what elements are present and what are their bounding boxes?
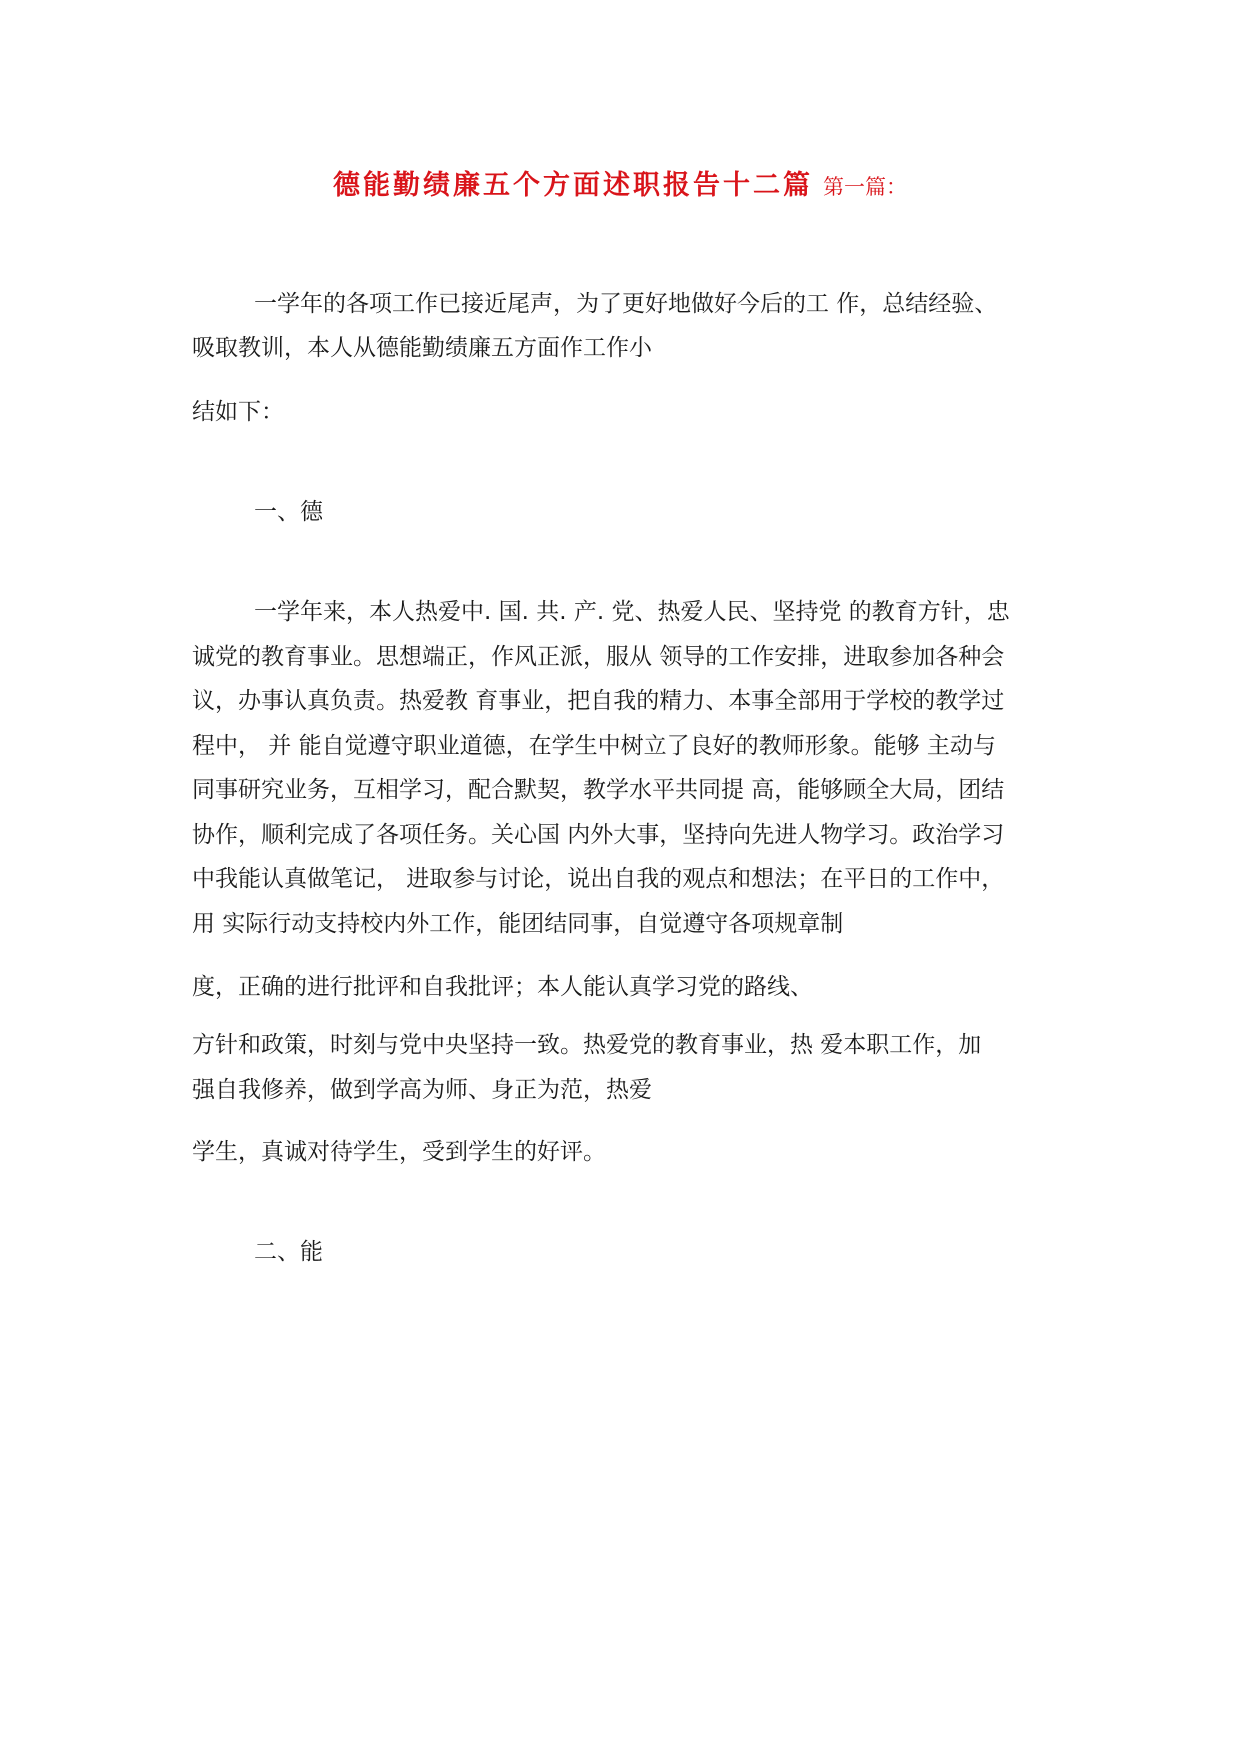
paragraph-line: 结如下：: [192, 399, 284, 425]
document-title: 德能勤绩廉五个方面述职报告十二篇: [333, 170, 813, 201]
document-subtitle: 第一篇：: [823, 175, 907, 199]
paragraph-line: 一学年来，本人热爱中. 国. 共. 产. 党、热爱人民、坚持党 的教育方针，忠: [254, 599, 1010, 625]
paragraph-line: 协作，顺利完成了各项任务。关心国 内外大事，坚持向先进人物学习。政治学习: [192, 822, 1005, 848]
paragraph-line: 中我能认真做笔记， 进取参与讨论，说出自我的观点和想法；在平日的工作中，: [192, 866, 1005, 892]
document-title-row: [0, 163, 1240, 202]
section-heading: 二、能: [254, 1239, 323, 1265]
paragraph-line: 诚党的教育事业。思想端正，作风正派，服从 领导的工作安排，进取参加各种会: [192, 644, 1005, 670]
paragraph-line: 强自我修养，做到学高为师、身正为范，热爱: [192, 1077, 652, 1103]
section-heading: 一、德: [254, 499, 323, 525]
paragraph-line: 议，办事认真负责。热爱教 育事业，把自我的精力、本事全部用于学校的教学过: [192, 688, 1005, 714]
paragraph-line: 学生，真诚对待学生，受到学生的好评。: [192, 1139, 606, 1165]
paragraph-line: 方针和政策，时刻与党中央坚持一致。热爱党的教育事业，热 爱本职工作，加: [192, 1032, 982, 1058]
paragraph-line: 吸取教训，本人从德能勤绩廉五方面作工作小: [192, 335, 652, 361]
paragraph-line: 同事研究业务，互相学习，配合默契，教学水平共同提 高，能够顾全大局，团结: [192, 777, 1005, 803]
paragraph-line: 程中， 并 能自觉遵守职业道德，在学生中树立了良好的教师形象。能够 主动与: [192, 733, 996, 759]
paragraph-line: 一学年的各项工作已接近尾声，为了更好地做好今后的工 作，总结经验、: [254, 291, 998, 317]
paragraph-line: 度，正确的进行批评和自我批评；本人能认真学习党的路线、: [192, 974, 813, 1000]
paragraph-line: 用 实际行动支持校内外工作，能团结同事，自觉遵守各项规章制: [192, 911, 844, 937]
